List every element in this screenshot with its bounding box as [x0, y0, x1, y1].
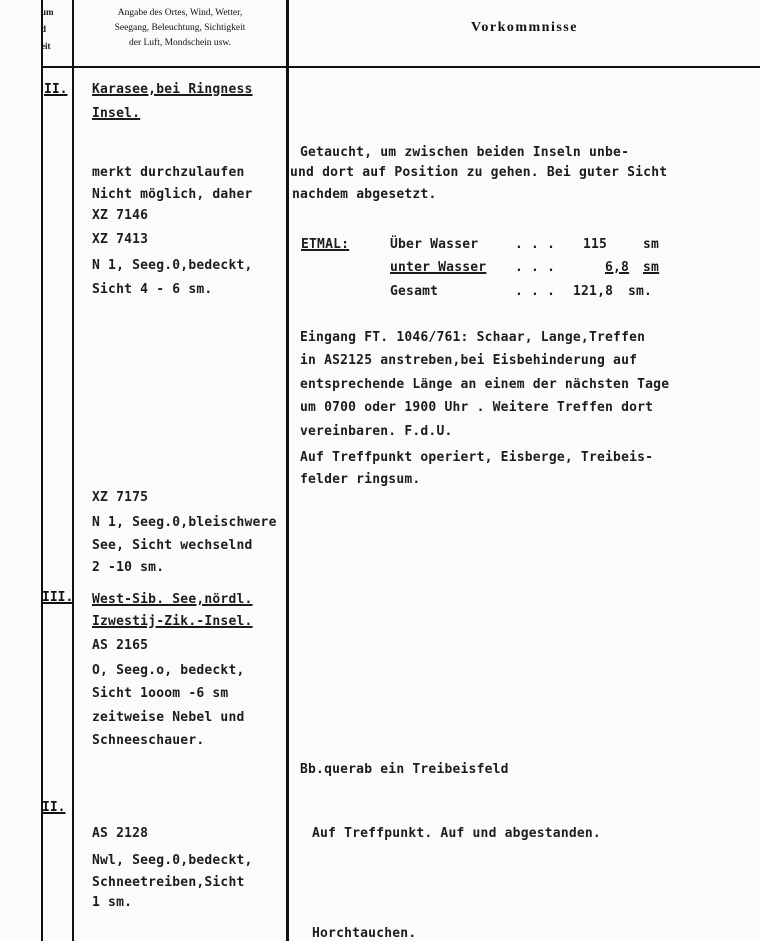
weather-line: Schneeschauer.	[92, 733, 205, 748]
etmal-row-dots: . . .	[515, 284, 556, 299]
event-line: Auf Treffpunkt. Auf und abgestanden.	[312, 826, 601, 841]
etmal-row-unit: sm	[643, 237, 660, 252]
etmal-row-value: 121,8	[573, 284, 614, 299]
event-line: um 0700 oder 1900 Uhr . Weitere Treffen dort	[300, 400, 654, 415]
margin-mark-1: II.	[44, 82, 68, 97]
column-rule-middle	[72, 0, 74, 941]
etmal-row-label: Über Wasser	[390, 237, 479, 252]
etmal-row-dots: . . .	[515, 260, 556, 275]
header-rule	[41, 66, 760, 68]
etmal-row-label: unter Wasser	[390, 260, 487, 275]
margin-mark-3: II.	[42, 800, 66, 815]
location-line: West-Sib. See,nördl.	[92, 592, 253, 607]
weather-line: Nwl, Seeg.0,bedeckt,	[92, 853, 253, 868]
weather-line: Sicht 4 - 6 sm.	[92, 282, 213, 297]
etmal-row-value: 6,8	[605, 260, 630, 275]
grid-square: XZ 7175	[92, 490, 149, 505]
weather-line: 1 sm.	[92, 895, 133, 910]
grid-square: XZ 7146	[92, 208, 149, 223]
location-line: Insel.	[92, 106, 141, 121]
weather-line: Sicht 1ooom -6 sm	[92, 686, 229, 701]
weather-line: Schneetreiben,Sicht	[92, 875, 245, 890]
event-line: und dort auf Position zu gehen. Bei guter Sicht	[290, 165, 668, 180]
event-line: Horchtauchen.	[312, 926, 417, 941]
event-line: Getaucht, um zwischen beiden Inseln unbe-	[300, 145, 630, 160]
grid-square: XZ 7413	[92, 232, 149, 247]
weather-line: O, Seeg.o, bedeckt,	[92, 663, 245, 678]
margin-mark-2: III.	[42, 590, 74, 605]
grid-square: AS 2165	[92, 638, 149, 653]
header-time-column: um d eit	[41, 7, 54, 51]
header-location-column: Angabe des Ortes, Wind, Wetter, Seegang, Beleuchtung, Sichtigkeit der Luft, Mondschein usw.	[114, 8, 246, 48]
etmal-label: ETMAL:	[301, 237, 350, 252]
event-line: Auf Treffpunkt operiert, Eisberge, Treibeis-	[300, 450, 654, 465]
event-line: Eingang FT. 1046/761: Schaar, Lange,Treffen	[300, 330, 646, 345]
etmal-row-unit: sm	[643, 260, 660, 275]
etmal-row-unit: sm.	[628, 284, 653, 299]
etmal-row-value: 115	[583, 237, 608, 252]
etmal-row-label: Gesamt	[390, 284, 439, 299]
column-rule-right	[286, 0, 289, 941]
event-line: nachdem abgesetzt.	[292, 187, 437, 202]
weather-line: 2 -10 sm.	[92, 560, 165, 575]
weather-line: See, Sicht wechselnd	[92, 538, 253, 553]
location-line: merkt durchzulaufen	[92, 165, 245, 180]
weather-line: N 1, Seeg.0,bedeckt,	[92, 258, 253, 273]
event-line: felder ringsum.	[300, 472, 421, 487]
etmal-row-dots: . . .	[515, 237, 556, 252]
event-line: in AS2125 anstreben,bei Eisbehinderung auf	[300, 353, 638, 368]
event-line: entsprechende Länge an einem der nächsten Tage	[300, 377, 670, 392]
location-line: Karasee,bei Ringness	[92, 82, 253, 97]
header-events-title: Vorkommnisse	[471, 20, 578, 35]
location-line: Izwestij-Zik.-Insel.	[92, 614, 253, 629]
weather-line: zeitweise Nebel und	[92, 710, 245, 725]
event-line: Bb.querab ein Treibeisfeld	[300, 762, 509, 777]
grid-square: AS 2128	[92, 826, 149, 841]
location-line: Nicht möglich, daher	[92, 187, 253, 202]
weather-line: N 1, Seeg.0,bleischwere	[92, 515, 277, 530]
event-line: vereinbaren. F.d.U.	[300, 424, 453, 439]
